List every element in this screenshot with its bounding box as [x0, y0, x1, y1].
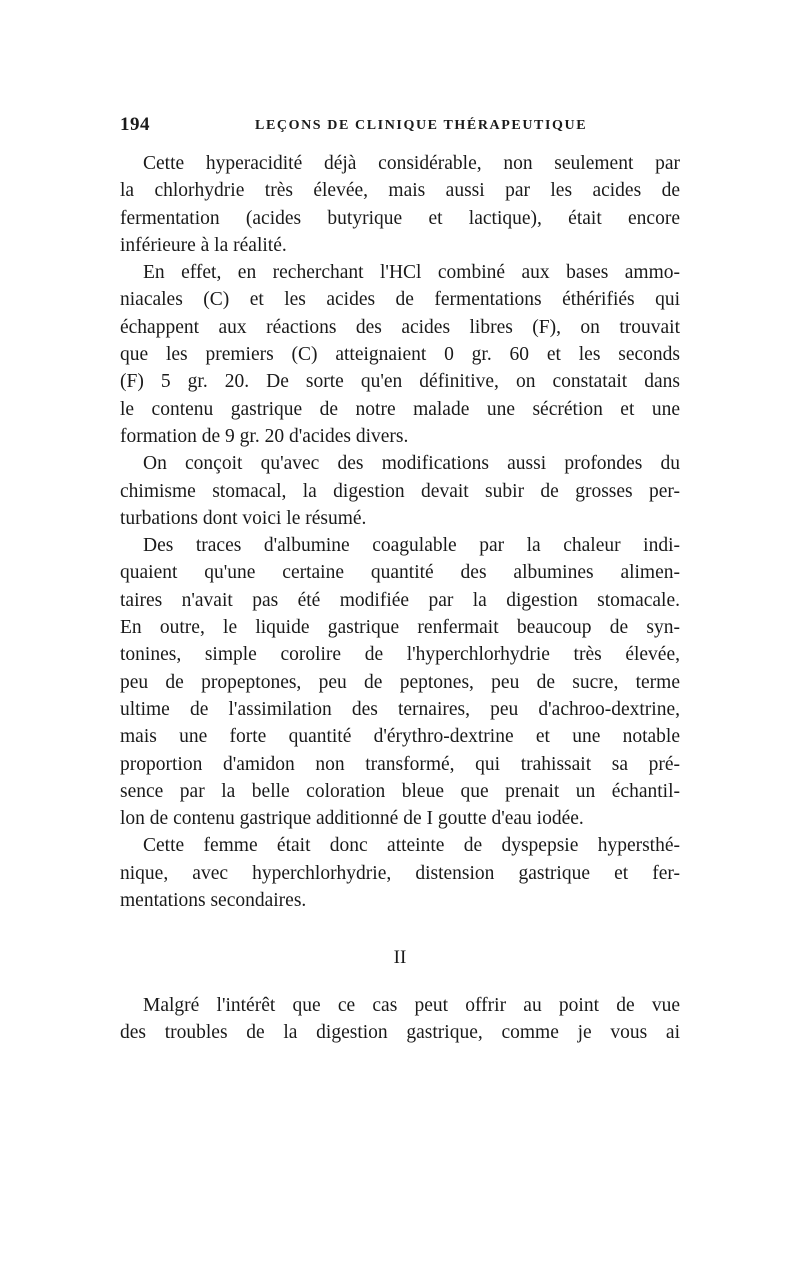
- page-number: 194: [120, 114, 150, 135]
- text-line: En effet, en recherchant l'HCl combiné aux bases ammo-: [143, 262, 680, 284]
- text-line: proportion d'amidon non transformé, qui trahissait sa pré-: [120, 753, 680, 775]
- text-line: Des traces d'albumine coagulable par la chaleur indi-: [143, 535, 680, 557]
- text-line: En outre, le liquide gastrique renfermait beaucoup de syn-: [120, 617, 680, 639]
- text-line: (F) 5 gr. 20. De sorte qu'en définitive, on constatait dans: [120, 371, 680, 393]
- text-line: le contenu gastrique de notre malade une sécrétion et une: [120, 398, 680, 420]
- text-line: tonines, simple corolire de l'hyperchlorhydrie très élevée,: [120, 644, 680, 666]
- text-line: la chlorhydrie très élevée, mais aussi par les acides de: [120, 180, 680, 202]
- text-line: formation de 9 gr. 20 d'acides divers.: [120, 425, 409, 447]
- text-line: nique, avec hyperchlorhydrie, distension gastrique et fer-: [120, 862, 680, 884]
- text-line: des troubles de la digestion gastrique, comme je vous ai: [120, 1022, 680, 1044]
- text-line: Cette hyperacidité déjà considérable, non seulement par: [143, 153, 680, 174]
- text-line: fermentation (acides butyrique et lactique), était encore: [120, 207, 680, 229]
- text-line: mentations secondaires.: [120, 890, 307, 912]
- text-line: que les premiers (C) atteignaient 0 gr. 60 et les seconds: [120, 344, 680, 366]
- text-line: peu de propeptones, peu de peptones, peu de sucre, terme: [120, 671, 680, 693]
- text-line: ultime de l'assimilation des ternaires, peu d'achroo-dextrine,: [120, 698, 680, 720]
- text-line: chimisme stomacal, la digestion devait subir de grosses per-: [120, 480, 680, 502]
- text-line: niacales (C) et les acides de fermentations éthérifiés qui: [120, 289, 680, 311]
- section-heading: II: [393, 947, 407, 968]
- text-line: taires n'avait pas été modifiée par la digestion stomacale.: [120, 589, 680, 611]
- running-title: LEÇONS DE CLINIQUE THÉRAPEUTIQUE: [255, 118, 588, 133]
- text-line: lon de contenu gastrique additionné de I goutte d'eau iodée.: [120, 808, 584, 830]
- text-line: turbations dont voici le résumé.: [120, 507, 367, 529]
- text-line: inférieure à la réalité.: [120, 234, 287, 256]
- text-line: mais une forte quantité d'érythro-dextrine et une notable: [120, 726, 680, 748]
- section-body-text: [120, 992, 680, 1047]
- body-text: [120, 150, 680, 968]
- text-line: échappent aux réactions des acides libres (F), on trouvait: [120, 316, 680, 338]
- text-line: Malgré l'intérêt que ce cas peut offrir au point de vue: [143, 995, 680, 1016]
- text-line: sence par la belle coloration bleue que prenait un échantil-: [120, 780, 680, 802]
- text-line: Cette femme était donc atteinte de dyspepsie hypersthé-: [143, 835, 680, 857]
- page-header: [120, 114, 680, 144]
- text-line: On conçoit qu'avec des modifications aussi profondes du: [143, 453, 680, 475]
- text-line: quaient qu'une certaine quantité des albumines alimen-: [120, 562, 680, 584]
